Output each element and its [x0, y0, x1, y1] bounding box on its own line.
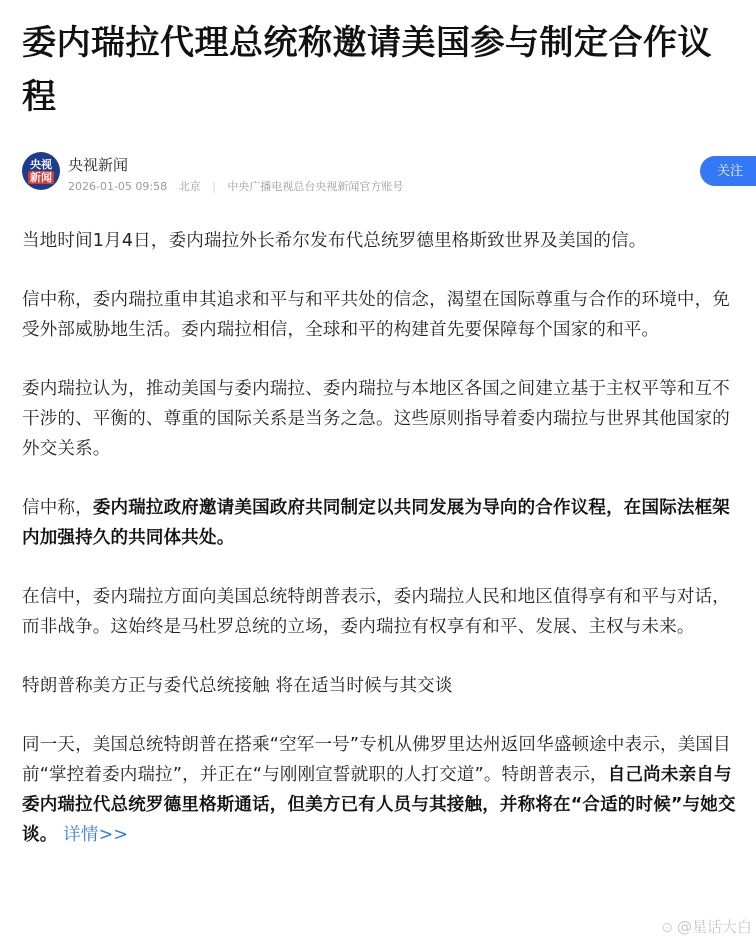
paragraph: 在信中，委内瑞拉方面向美国总统特朗普表示，委内瑞拉人民和地区值得享有和平与对话，而非战争。这始终是马杜罗总统的立场，委内瑞拉有权享有和平、发展、主权与未来。: [22, 587, 730, 637]
paragraph: 委内瑞拉认为，推动美国与委内瑞拉、委内瑞拉与本地区各国之间建立基于主权平等和互不干涉的、平衡的、尊重的国际关系是当务之急。这些原则指导着委内瑞拉与世界其他国家的外交关系。: [22, 379, 730, 459]
publish-location: 北京: [178, 180, 201, 193]
author-row: [22, 150, 756, 194]
paragraph: 当地时间1月4日，委内瑞拉外长希尔发布代总统罗德里格斯致世界及美国的信。: [22, 231, 647, 251]
paragraph-bold-text: 委内瑞拉政府邀请美国政府共同制定以共同发展为导向的合作议程，在国际法框架内加强持久的共同体共处。: [22, 498, 731, 548]
watermark: [661, 916, 752, 937]
paragraph: [22, 730, 742, 850]
weibo-icon: ⊙: [661, 920, 673, 936]
subheading: 特朗普称美方正与委代总统接触 将在适当时候与其交谈: [22, 676, 453, 696]
article-meta: [68, 178, 411, 194]
meta-divider: |: [212, 180, 216, 193]
follow-button[interactable]: 关注: [700, 156, 756, 186]
avatar-text-top: 央视: [30, 158, 52, 171]
article-body: [22, 226, 742, 879]
paragraph-bold-text: 自己尚未亲自与委内瑞拉代总统罗德里格斯通话，但美方已有人员与其接触，并称将在“合适的时候”与她交谈。: [22, 765, 736, 845]
paragraph-text: 信中称，: [22, 498, 93, 518]
paragraph: 信中称，委内瑞拉重申其追求和平与和平共处的信念，渴望在国际尊重与合作的环境中，免受外部威胁地生活。委内瑞拉相信，全球和平的构建首先要保障每个国家的和平。: [22, 290, 730, 340]
article-title: 委内瑞拉代理总统称邀请美国参与制定合作议程: [22, 23, 712, 117]
publish-date: 2026-01-05 09:58: [68, 180, 168, 193]
avatar-text-bottom: 新闻: [30, 171, 52, 184]
paragraph: [22, 493, 742, 553]
paragraph-text: 同一天，美国总统特朗普在搭乘“空军一号”专机从佛罗里达州返回华盛顿途中表示，美国目前“掌控着委内瑞拉”，并正在“与刚刚宣誓就职的人打交道”。特朗普表示，: [22, 735, 731, 785]
account-description: 中央广播电视总台央视新闻官方账号: [227, 180, 404, 193]
watermark-text: @星话大白: [676, 918, 752, 936]
author-name[interactable]: 央视新闻: [68, 156, 129, 174]
details-link[interactable]: 详情>>: [63, 825, 129, 845]
avatar[interactable]: [22, 152, 60, 190]
